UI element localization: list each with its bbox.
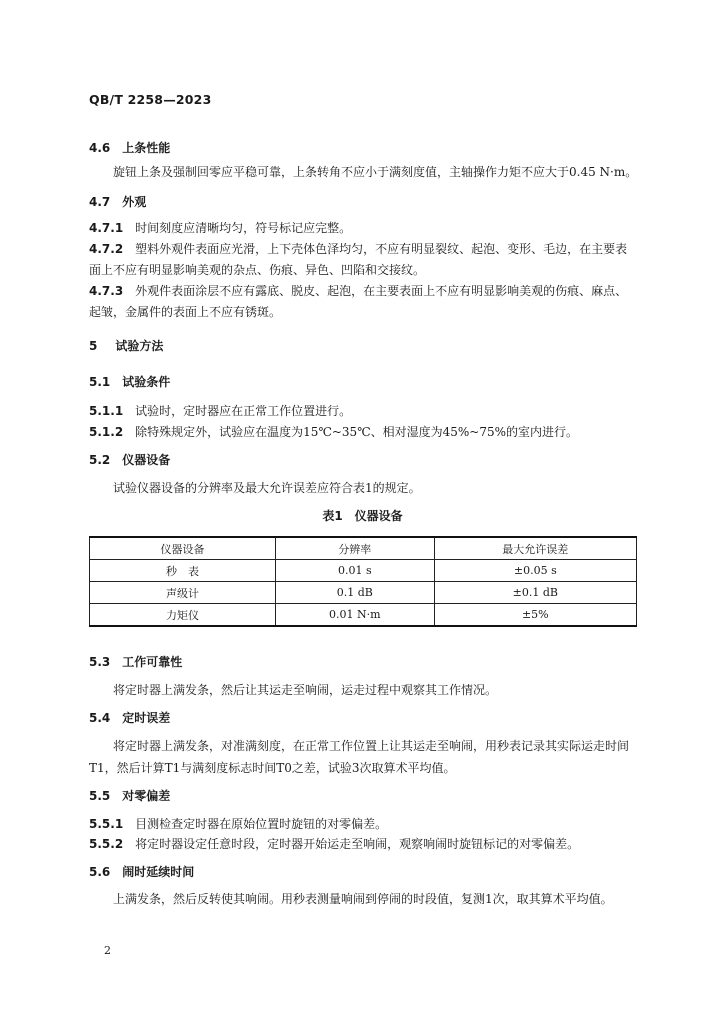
table-cell: 0.01 N·m [275,604,434,627]
clause-number: 5.1.1 [89,404,124,418]
clause-text: 试验时，定时器应在正常工作位置进行。 [135,404,352,418]
section-heading-5-3 [89,654,182,670]
clause-text: 将定时器设定任意时段，定时器开始运走至响闹，观察响闹时旋钮标记的对零偏差。 [135,837,580,851]
clause-number: 4.7.1 [89,221,124,235]
table-row [90,582,637,604]
section-number: 5.1 [89,375,111,389]
section-heading-5 [89,338,163,354]
paragraph: 将定时器上满发条，对准满刻度，在正常工作位置上让其运走至响闹，用秒表记录其实际运走时间 [113,739,630,753]
table-header-cell: 分辨率 [275,537,434,560]
clause-4-7-1 [89,220,351,236]
section-title: 试验条件 [122,375,171,389]
section-title: 定时误差 [122,711,171,725]
equipment-table [89,536,637,627]
clause-number: 4.7.3 [89,284,124,298]
section-heading-4-7 [89,194,146,210]
table-cell: 0.01 s [275,560,434,582]
clause-continuation: 面上不应有明显影响美观的杂点、伤痕、异色、凹陷和交接纹。 [89,263,426,277]
section-heading-5-6 [89,864,194,880]
clause-5-1-1 [89,403,351,419]
clause-text: 目测检查定时器在原始位置时旋钮的对零偏差。 [135,817,388,831]
section-title: 闹时延续时间 [122,865,195,879]
section-number: 4.7 [89,195,111,209]
clause-number: 4.7.2 [89,242,124,256]
section-number: 5.6 [89,865,111,879]
clause-4-7-3 [89,283,627,299]
table-cell: ±5% [434,604,636,627]
table-header-row [90,537,637,560]
clause-5-5-1 [89,816,387,832]
clause-text: 塑料外观件表面应光滑，上下壳体色泽均匀，不应有明显裂纹、起泡、变形、毛边，在主要表 [135,242,628,256]
table-header-cell: 仪器设备 [90,537,276,560]
clause-text: 时间刻度应清晰均匀，符号标记应完整。 [135,221,352,235]
clause-number: 5.5.2 [89,837,124,851]
table-header-cell: 最大允许误差 [434,537,636,560]
clause-5-1-2 [89,424,578,440]
section-number: 5.3 [89,655,111,669]
paragraph: 旋钮上条及强制回零应平稳可靠，上条转角不应小于满刻度值，主轴操作力矩不应大于0.45 N·m。 [113,165,638,179]
section-heading-5-1 [89,374,170,390]
paragraph-continuation: T1，然后计算T1与满刻度标志时间T0之差，试验3次取算术平均值。 [89,761,456,775]
section-number: 5.5 [89,789,111,803]
section-heading-5-5 [89,788,170,804]
section-heading-4-6 [89,140,170,156]
section-title: 仪器设备 [122,453,171,467]
clause-text: 外观件表面涂层不应有露底、脱皮、起泡，在主要表面上不应有明显影响美观的伤痕、麻点、 [135,284,628,298]
section-heading-5-4 [89,710,170,726]
section-title: 外观 [122,195,147,209]
table-row [90,604,637,627]
clause-continuation: 起皱，金属件的表面上不应有锈斑。 [89,305,282,319]
clause-number: 5.1.2 [89,425,124,439]
table-caption: 表1 仪器设备 [322,509,403,523]
section-title: 工作可靠性 [122,655,183,669]
table-cell: ±0.1 dB [434,582,636,604]
table-cell: ±0.05 s [434,560,636,582]
table-cell: 力矩仪 [90,604,276,627]
section-number: 5 [89,339,98,353]
table-row [90,560,637,582]
clause-4-7-2 [89,241,627,257]
section-number: 5.2 [89,453,111,467]
section-number: 4.6 [89,141,111,155]
section-title: 对零偏差 [122,789,171,803]
table-cell: 声级计 [90,582,276,604]
section-title: 试验方法 [115,339,164,353]
clause-5-5-2 [89,836,579,852]
paragraph: 将定时器上满发条，然后让其运走至响闹，运走过程中观察其工作情况。 [113,683,498,697]
page-number: 2 [104,944,111,957]
clause-number: 5.5.1 [89,817,124,831]
paragraph: 试验仪器设备的分辨率及最大允许误差应符合表1的规定。 [113,481,421,495]
section-title: 上条性能 [122,141,171,155]
table-cell: 0.1 dB [275,582,434,604]
section-heading-5-2 [89,452,170,468]
paragraph: 上满发条，然后反转使其响闹。用秒表测量响闹到停闹的时段值，复测1次，取其算术平均值。 [113,892,613,906]
standard-code-header: QB/T 2258—2023 [89,92,212,107]
clause-text: 除特殊规定外，试验应在温度为15℃~35℃、相对湿度为45%~75%的室内进行。 [135,425,579,439]
table-cell: 秒 表 [90,560,276,582]
section-number: 5.4 [89,711,111,725]
